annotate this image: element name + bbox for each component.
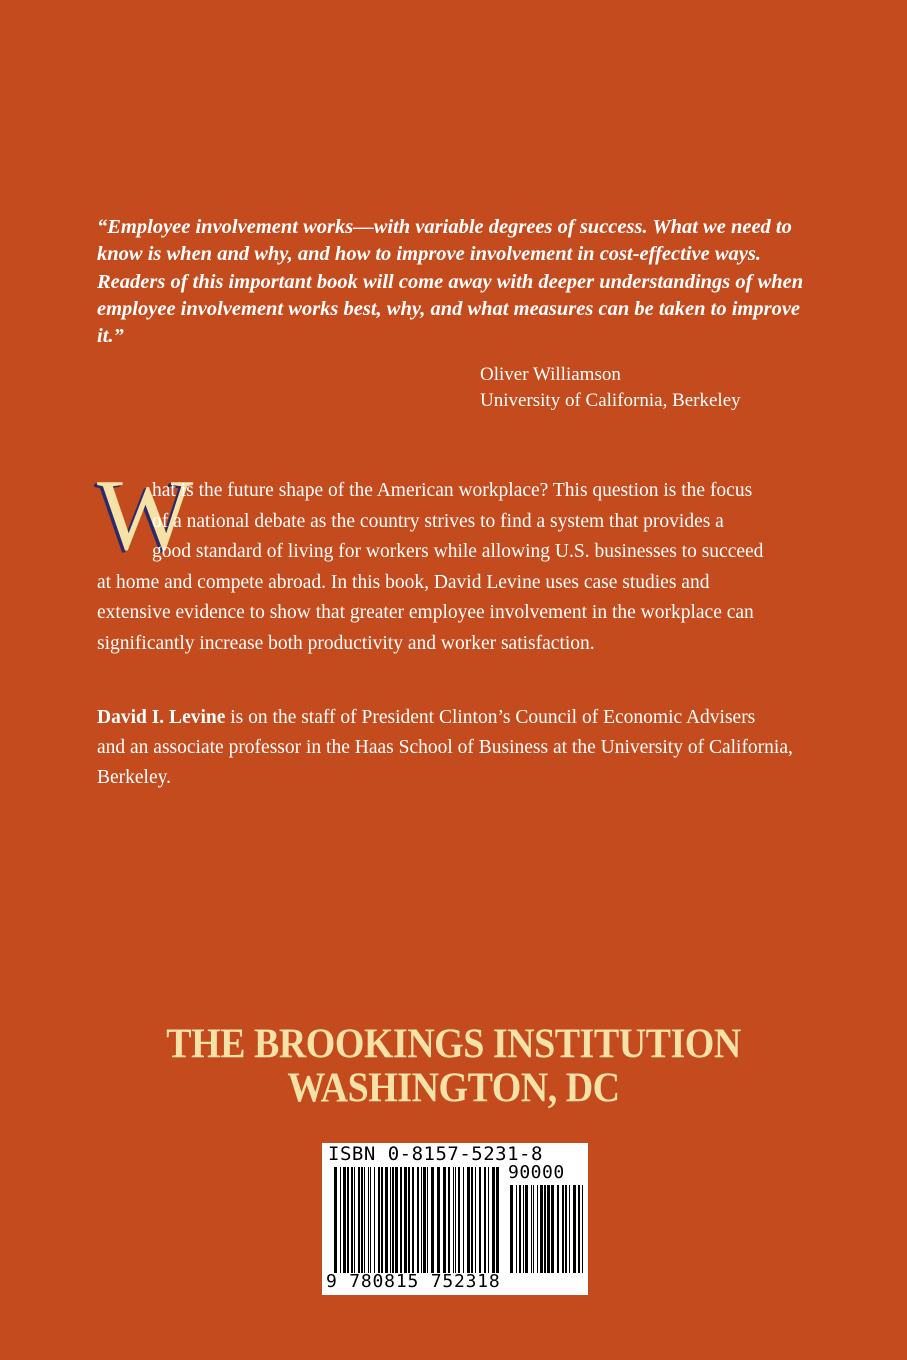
barcode-bar (484, 1167, 486, 1273)
barcode-bar (423, 1167, 426, 1273)
drop-cap-letter: W (97, 459, 194, 572)
attribution-affiliation: University of California, Berkeley (480, 390, 741, 411)
author-bio-line: Berkeley. (97, 767, 171, 788)
barcode-bar (458, 1167, 460, 1273)
barcode-bar (358, 1167, 360, 1273)
barcode-bar (361, 1167, 363, 1273)
barcode-bar (565, 1185, 567, 1273)
barcode-bar (443, 1167, 446, 1273)
description-line: extensive evidence to show that greater employee involvement in the workplace can (97, 602, 754, 623)
author-bio-line: and an associate professor in the Haas School of Business at the University of California, (97, 737, 793, 758)
barcode-bar (448, 1167, 450, 1273)
barcode-bar (523, 1185, 524, 1273)
barcode-bar (569, 1185, 570, 1273)
barcode-bar (431, 1167, 434, 1273)
barcode-bar (533, 1185, 534, 1273)
barcode-bar (557, 1185, 559, 1273)
barcode-bar (392, 1167, 394, 1273)
barcode-bar (562, 1185, 564, 1273)
barcode-bar (573, 1185, 576, 1273)
barcode-bar (374, 1167, 375, 1273)
barcode-bar (368, 1167, 369, 1273)
barcode-bar (381, 1167, 383, 1273)
barcode-bar (351, 1167, 353, 1273)
barcode-bar (404, 1167, 407, 1273)
attribution-name: Oliver Williamson (480, 364, 621, 385)
barcode-bar (334, 1167, 337, 1273)
isbn-label: ISBN 0-8157-5231-8 (328, 1143, 543, 1165)
barcode-bar (412, 1167, 414, 1273)
barcode-bar (578, 1185, 580, 1273)
description-line: significantly increase both productivity and worker satisfaction. (97, 632, 595, 654)
barcode-bar (467, 1167, 470, 1273)
barcode-bar (400, 1167, 402, 1273)
barcode-bar (471, 1167, 473, 1273)
barcode-bar (364, 1167, 365, 1273)
barcode-bar (421, 1167, 422, 1273)
barcode-bar (437, 1167, 440, 1273)
barcode-bar (395, 1167, 398, 1273)
barcode-bar (544, 1185, 546, 1273)
barcode-bar (519, 1185, 521, 1273)
barcode-bar (488, 1167, 489, 1273)
publisher-location: WASHINGTON, DC (287, 1064, 620, 1112)
barcode-bar (463, 1167, 464, 1273)
barcode-bar (475, 1167, 476, 1273)
endorsement-quote: “Employee involvement works—with variable degrees of success. What we need to know is when and why, and how to improve involvement in cost-effective ways. Readers of this important book will come away with deeper understandings of when employee involvement works best, why, and what measures can be taken to improve it.” (97, 216, 804, 348)
barcode-bar (531, 1185, 532, 1273)
barcode-bar (378, 1167, 380, 1273)
barcode-ean-number: 9 780815 752318 (326, 1271, 501, 1292)
barcode-bar (479, 1167, 481, 1273)
barcode-bar (385, 1167, 388, 1273)
isbn-barcode (322, 1143, 588, 1295)
barcode-bar (370, 1167, 371, 1273)
description-line: of a national debate as the country strives to find a system that provides a (152, 510, 724, 532)
barcode-bar (540, 1185, 543, 1273)
author-bio-text: is on the staff of President Clinton’s Council of Economic Advisers (225, 707, 756, 728)
quote-attribution (480, 362, 741, 414)
barcode-bar (340, 1167, 341, 1273)
author-bio (97, 703, 827, 793)
barcode-bar (417, 1167, 419, 1273)
barcode-bar (427, 1167, 428, 1273)
description-line: good standard of living for workers while allowing U.S. businesses to succeed (152, 541, 764, 562)
barcode-bar (390, 1167, 391, 1273)
barcode-bar (343, 1167, 346, 1273)
barcode-bar (496, 1167, 499, 1273)
barcode-bar (547, 1185, 550, 1273)
barcode-bar (354, 1167, 355, 1273)
description-line: hat is the future shape of the American workplace? This question is the focus (152, 480, 753, 501)
publisher-name: THE BROOKINGS INSTITUTION (166, 1020, 741, 1068)
book-description (97, 476, 817, 659)
barcode-addon-number: 90000 (508, 1162, 565, 1183)
barcode-bar (492, 1167, 495, 1273)
barcode-bar (455, 1167, 456, 1273)
barcode-bar (582, 1185, 583, 1273)
barcode-bar (453, 1167, 454, 1273)
barcode-bar (347, 1167, 349, 1273)
author-name: David I. Levine (97, 707, 226, 728)
description-line: at home and compete abroad. In this book, David Levine uses case studies and (97, 571, 710, 593)
barcode-bar (516, 1185, 517, 1273)
barcode-bar (525, 1185, 528, 1273)
barcode-bar (537, 1185, 538, 1273)
barcode-bar (510, 1185, 513, 1273)
barcode-bar (408, 1167, 410, 1273)
barcode-bar (551, 1185, 554, 1273)
